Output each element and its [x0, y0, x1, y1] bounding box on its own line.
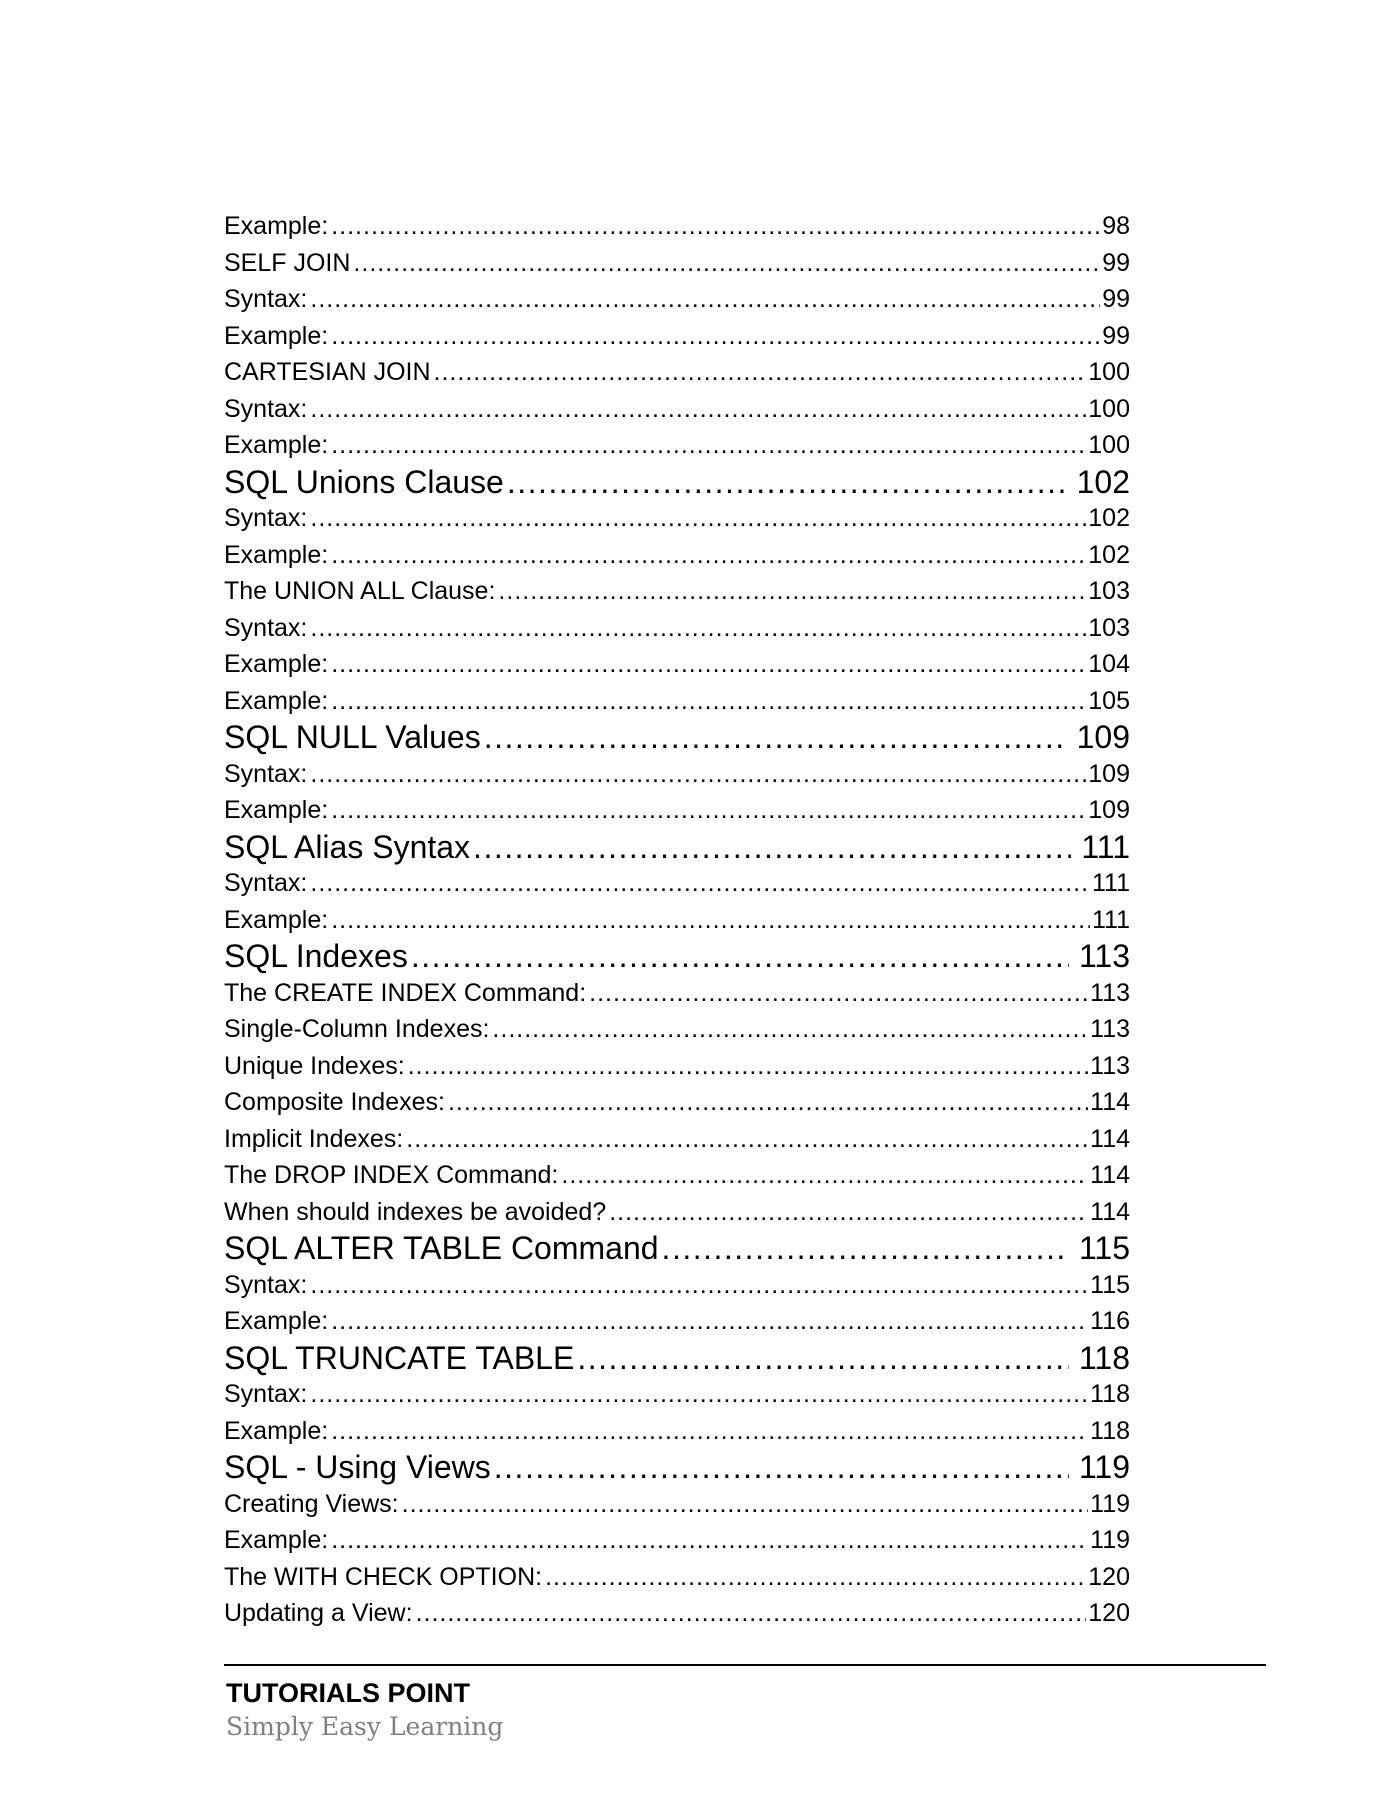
toc-entry-label: Updating a View:	[224, 1599, 413, 1627]
toc-dot-leader	[310, 1267, 1088, 1304]
toc-entry[interactable]	[224, 1376, 1130, 1413]
toc-entry[interactable]	[224, 391, 1130, 428]
toc-entry-page: 100	[1088, 358, 1130, 386]
toc-entry[interactable]	[224, 1157, 1130, 1194]
toc-entry-page: 120	[1088, 1599, 1130, 1627]
toc-entry[interactable]	[224, 354, 1130, 391]
toc-chapter-label: SQL - Using Views	[224, 1449, 491, 1485]
toc-entry-label: Example:	[224, 212, 329, 240]
toc-entry[interactable]	[224, 1121, 1130, 1158]
toc-entry[interactable]	[224, 1522, 1130, 1559]
toc-dot-leader	[331, 1303, 1088, 1340]
toc-chapter-page: 113	[1078, 938, 1130, 974]
toc-entry[interactable]	[224, 427, 1130, 464]
toc-entry-label: The WITH CHECK OPTION:	[224, 1562, 543, 1591]
toc-dot-leader	[662, 1230, 1069, 1267]
toc-dot-leader	[331, 318, 1100, 355]
toc-dot-leader	[310, 281, 1100, 318]
table-of-contents	[224, 208, 1130, 1632]
toc-dot-leader	[484, 719, 1067, 756]
toc-entry[interactable]	[224, 1194, 1130, 1231]
toc-dot-leader	[331, 902, 1090, 939]
toc-entry-page: 119	[1090, 1489, 1130, 1518]
toc-entry-page: 114	[1090, 1161, 1130, 1189]
toc-entry-page: 118	[1090, 1416, 1130, 1445]
toc-chapter-entry[interactable]	[224, 719, 1130, 756]
toc-entry-page: 102	[1088, 540, 1130, 569]
toc-dot-leader	[589, 975, 1088, 1012]
toc-entry-page: 109	[1088, 759, 1130, 788]
toc-entry-page: 104	[1088, 650, 1130, 678]
toc-dot-leader	[507, 464, 1067, 501]
toc-entry-label: Example:	[224, 1416, 329, 1445]
toc-entry-page: 113	[1090, 978, 1130, 1007]
toc-entry-label: The CREATE INDEX Command:	[224, 978, 587, 1007]
toc-entry-page: 114	[1090, 1124, 1130, 1153]
toc-entry-page: 102	[1088, 504, 1130, 532]
toc-chapter-page: 109	[1076, 719, 1130, 755]
toc-dot-leader	[561, 1157, 1088, 1194]
toc-dot-leader	[331, 427, 1086, 464]
toc-entry-page: 100	[1088, 394, 1130, 423]
toc-entry-label: The DROP INDEX Command:	[224, 1161, 559, 1189]
toc-entry[interactable]	[224, 1303, 1130, 1340]
toc-entry[interactable]	[224, 1413, 1130, 1450]
toc-entry-page: 113	[1090, 1051, 1130, 1080]
toc-entry-label: Example:	[224, 431, 329, 459]
toc-chapter-entry[interactable]	[224, 1449, 1130, 1486]
toc-chapter-label: SQL Unions Clause	[224, 463, 504, 500]
toc-entry-label: Example:	[224, 650, 329, 678]
toc-dot-leader	[498, 573, 1086, 610]
toc-entry-page: 111	[1091, 869, 1130, 897]
toc-dot-leader	[310, 500, 1086, 537]
toc-entry-label: Example:	[224, 1526, 329, 1554]
toc-chapter-page: 118	[1078, 1339, 1130, 1376]
toc-dot-leader	[331, 537, 1086, 574]
toc-entry-label: Creating Views:	[224, 1489, 399, 1518]
toc-entry-page: 118	[1090, 1380, 1130, 1408]
toc-entry-label: CARTESIAN JOIN	[224, 358, 431, 386]
toc-dot-leader	[494, 1449, 1069, 1486]
toc-entry[interactable]	[224, 1084, 1130, 1121]
toc-entry[interactable]	[224, 1011, 1130, 1048]
toc-chapter-entry[interactable]	[224, 938, 1130, 975]
footer-brand: TUTORIALS POINT	[226, 1678, 471, 1708]
toc-entry[interactable]	[224, 865, 1130, 902]
toc-dot-leader	[310, 391, 1086, 428]
toc-dot-leader	[416, 1595, 1087, 1632]
toc-dot-leader	[331, 1413, 1088, 1450]
toc-entry-page: 103	[1088, 577, 1130, 605]
toc-entry-page: 100	[1088, 431, 1130, 459]
toc-entry-page: 99	[1102, 321, 1130, 350]
toc-dot-leader	[402, 1486, 1089, 1523]
toc-entry[interactable]	[224, 573, 1130, 610]
toc-chapter-label: SQL Indexes	[224, 938, 408, 974]
toc-dot-leader	[545, 1559, 1086, 1596]
toc-dot-leader	[310, 865, 1090, 902]
toc-entry[interactable]	[224, 318, 1130, 355]
toc-entry[interactable]	[224, 1048, 1130, 1085]
toc-dot-leader	[310, 1376, 1088, 1413]
toc-entry-label: Example:	[224, 686, 329, 715]
toc-dot-leader	[331, 1522, 1088, 1559]
toc-entry[interactable]	[224, 610, 1130, 647]
toc-entry-page: 109	[1088, 796, 1130, 824]
toc-dot-leader	[331, 646, 1086, 683]
toc-chapter-label: SQL NULL Values	[224, 719, 481, 755]
toc-entry-page: 98	[1102, 212, 1130, 240]
toc-entry[interactable]	[224, 1267, 1130, 1304]
footer-divider	[224, 1664, 1266, 1666]
toc-dot-leader	[492, 1011, 1088, 1048]
toc-chapter-label: SQL Alias Syntax	[224, 828, 471, 865]
toc-dot-leader	[406, 1121, 1088, 1158]
toc-entry[interactable]	[224, 245, 1130, 282]
toc-entry-label: Syntax:	[224, 394, 308, 423]
toc-entry-label: The UNION ALL Clause:	[224, 577, 496, 605]
toc-entry[interactable]	[224, 500, 1130, 537]
toc-entry[interactable]	[224, 1595, 1130, 1632]
toc-entry[interactable]	[224, 792, 1130, 829]
toc-entry-label: Syntax:	[224, 869, 308, 897]
toc-entry-label: Example:	[224, 1307, 329, 1335]
toc-entry-page: 115	[1090, 1270, 1130, 1299]
toc-entry-label: Syntax:	[224, 1270, 308, 1299]
toc-dot-leader	[408, 1048, 1088, 1085]
toc-entry-label: Composite Indexes:	[224, 1088, 445, 1116]
toc-entry[interactable]	[224, 902, 1130, 939]
toc-dot-leader	[448, 1084, 1088, 1121]
toc-entry[interactable]	[224, 208, 1130, 245]
toc-entry-label: Syntax:	[224, 504, 308, 532]
toc-dot-leader	[353, 245, 1100, 282]
toc-entry[interactable]	[224, 1559, 1130, 1596]
toc-entry-page: 111	[1091, 905, 1130, 934]
toc-dot-leader	[577, 1340, 1069, 1377]
toc-entry[interactable]	[224, 646, 1130, 683]
toc-entry[interactable]	[224, 537, 1130, 574]
toc-entry-page: 105	[1088, 686, 1130, 715]
toc-dot-leader	[310, 756, 1086, 793]
toc-chapter-label: SQL ALTER TABLE Command	[224, 1230, 659, 1266]
toc-entry-page: 113	[1090, 1015, 1130, 1043]
toc-entry[interactable]	[224, 1486, 1130, 1523]
toc-chapter-entry[interactable]	[224, 1230, 1130, 1267]
toc-entry-page: 103	[1088, 613, 1130, 642]
toc-entry-label: Single-Column Indexes:	[224, 1015, 490, 1043]
toc-dot-leader	[434, 354, 1087, 391]
toc-entry[interactable]	[224, 683, 1130, 720]
toc-chapter-page: 111	[1081, 828, 1130, 865]
toc-entry-label: Unique Indexes:	[224, 1051, 405, 1080]
toc-entry-page: 99	[1102, 285, 1130, 313]
toc-dot-leader	[310, 610, 1086, 647]
toc-entry-page: 99	[1102, 248, 1130, 277]
toc-entry-page: 120	[1088, 1562, 1130, 1591]
toc-entry-label: Example:	[224, 796, 329, 824]
toc-dot-leader	[331, 208, 1100, 245]
toc-entry-label: Implicit Indexes:	[224, 1124, 404, 1153]
toc-dot-leader	[411, 938, 1069, 975]
toc-chapter-entry[interactable]	[224, 464, 1130, 501]
toc-dot-leader	[473, 829, 1071, 866]
footer-tagline: Simply Easy Learning	[226, 1712, 504, 1741]
toc-entry-label: SELF JOIN	[224, 248, 351, 277]
toc-entry[interactable]	[224, 756, 1130, 793]
toc-entry-label: Syntax:	[224, 759, 308, 788]
toc-chapter-label: SQL TRUNCATE TABLE	[224, 1339, 575, 1376]
toc-dot-leader	[331, 792, 1086, 829]
toc-entry-label: Example:	[224, 321, 329, 350]
toc-entry[interactable]	[224, 975, 1130, 1012]
toc-entry-label: Syntax:	[224, 613, 308, 642]
toc-entry-page: 114	[1090, 1197, 1130, 1226]
toc-entry[interactable]	[224, 281, 1130, 318]
toc-chapter-page: 119	[1078, 1449, 1130, 1485]
toc-chapter-page: 102	[1076, 463, 1130, 500]
toc-entry-label: Example:	[224, 905, 329, 934]
toc-entry-label: Syntax:	[224, 285, 308, 313]
toc-chapter-entry[interactable]	[224, 1340, 1130, 1377]
toc-entry-label: Syntax:	[224, 1380, 308, 1408]
toc-chapter-entry[interactable]	[224, 829, 1130, 866]
toc-dot-leader	[609, 1194, 1088, 1231]
toc-entry-page: 114	[1090, 1088, 1130, 1116]
toc-chapter-page: 115	[1078, 1230, 1130, 1266]
toc-entry-label: When should indexes be avoided?	[224, 1197, 607, 1226]
toc-entry-label: Example:	[224, 540, 329, 569]
toc-entry-page: 116	[1090, 1307, 1130, 1335]
toc-entry-page: 119	[1090, 1526, 1130, 1554]
toc-dot-leader	[331, 683, 1086, 720]
